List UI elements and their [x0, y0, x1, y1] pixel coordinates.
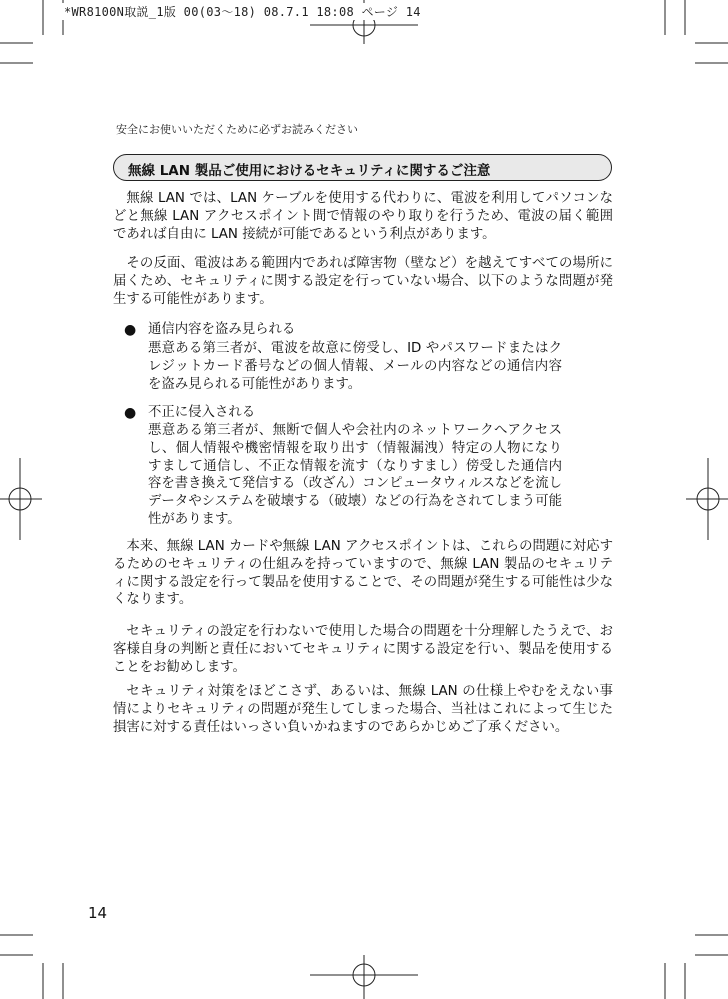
- closing-paragraph: セキュリティ対策をほどこさず、あるいは、無線 LAN の仕様上やむをえない事情によりセキュリティの問題が発生してしまった場合、当社はこれによって生じた損害に対する責任はいっさい負いかねますのであらかじめご了承ください。: [113, 684, 613, 735]
- intro-paragraph: 無線 LAN では、LAN ケーブルを使用する代わりに、電波を利用してパソコンなどと無線 LAN アクセスポイント間で情報のやり取りを行うため、電波の届く範囲であれば自由に LAN 接続が可能であるという利点があります。: [113, 191, 613, 242]
- intro-paragraph: その反面、電波はある範囲内であれば障害物（壁など）を越えてすべての場所に届くため、セキュリティに関する設定を行っていない場合、以下のような問題が発生する可能性があります。: [113, 256, 613, 307]
- closing-paragraph: 本来、無線 LAN カードや無線 LAN アクセスポイントは、これらの問題に対応するためのセキュリティの仕組みを持っていますので、無線 LAN 製品のセキュリティに関する設定を行って製品を使用することで、その問題が発生する可能性は少なくなります。: [113, 539, 613, 608]
- risk-title: 不正に侵入される: [148, 405, 256, 420]
- page-number: 14: [88, 904, 108, 922]
- section-label: 安全にお使いいただくために必ずお読みください: [116, 123, 358, 136]
- risk-description: 悪意ある第三者が、無断で個人や会社内のネットワークへアクセスし、個人情報や機密情報を取り出す（情報漏洩）特定の人物になりすまして通信し、不正な情報を流す（なりすまし）傍受した通信内容を書き換えて発信する（改ざん）コンピュータウィルスなどを流しデータやシステムを破壊する（破壊）などの行為をされてしまう可能性があります。: [148, 423, 562, 527]
- risk-description: 悪意ある第三者が、電波を故意に傍受し、ID やパスワードまたはクレジットカード番号などの個人情報、メールの内容などの通信内容を盗み見られる可能性があります。: [148, 341, 562, 392]
- bullet-icon: ●: [124, 405, 137, 421]
- bullet-icon: ●: [124, 322, 137, 338]
- section-title-box: [113, 154, 612, 181]
- closing-paragraph: セキュリティの設定を行わないで使用した場合の問題を十分理解したうえで、お客様自身の判断と責任においてセキュリティに関する設定を行い、製品を使用することをお勧めします。: [113, 624, 613, 675]
- risk-title: 通信内容を盗み見られる: [148, 322, 296, 337]
- section-title: 無線 LAN 製品ご使用におけるセキュリティに関するご注意: [128, 163, 491, 179]
- print-info-header: *WR8100N取説_1版 00(03〜18) 08.7.1 18:08 ページ 14: [64, 5, 421, 19]
